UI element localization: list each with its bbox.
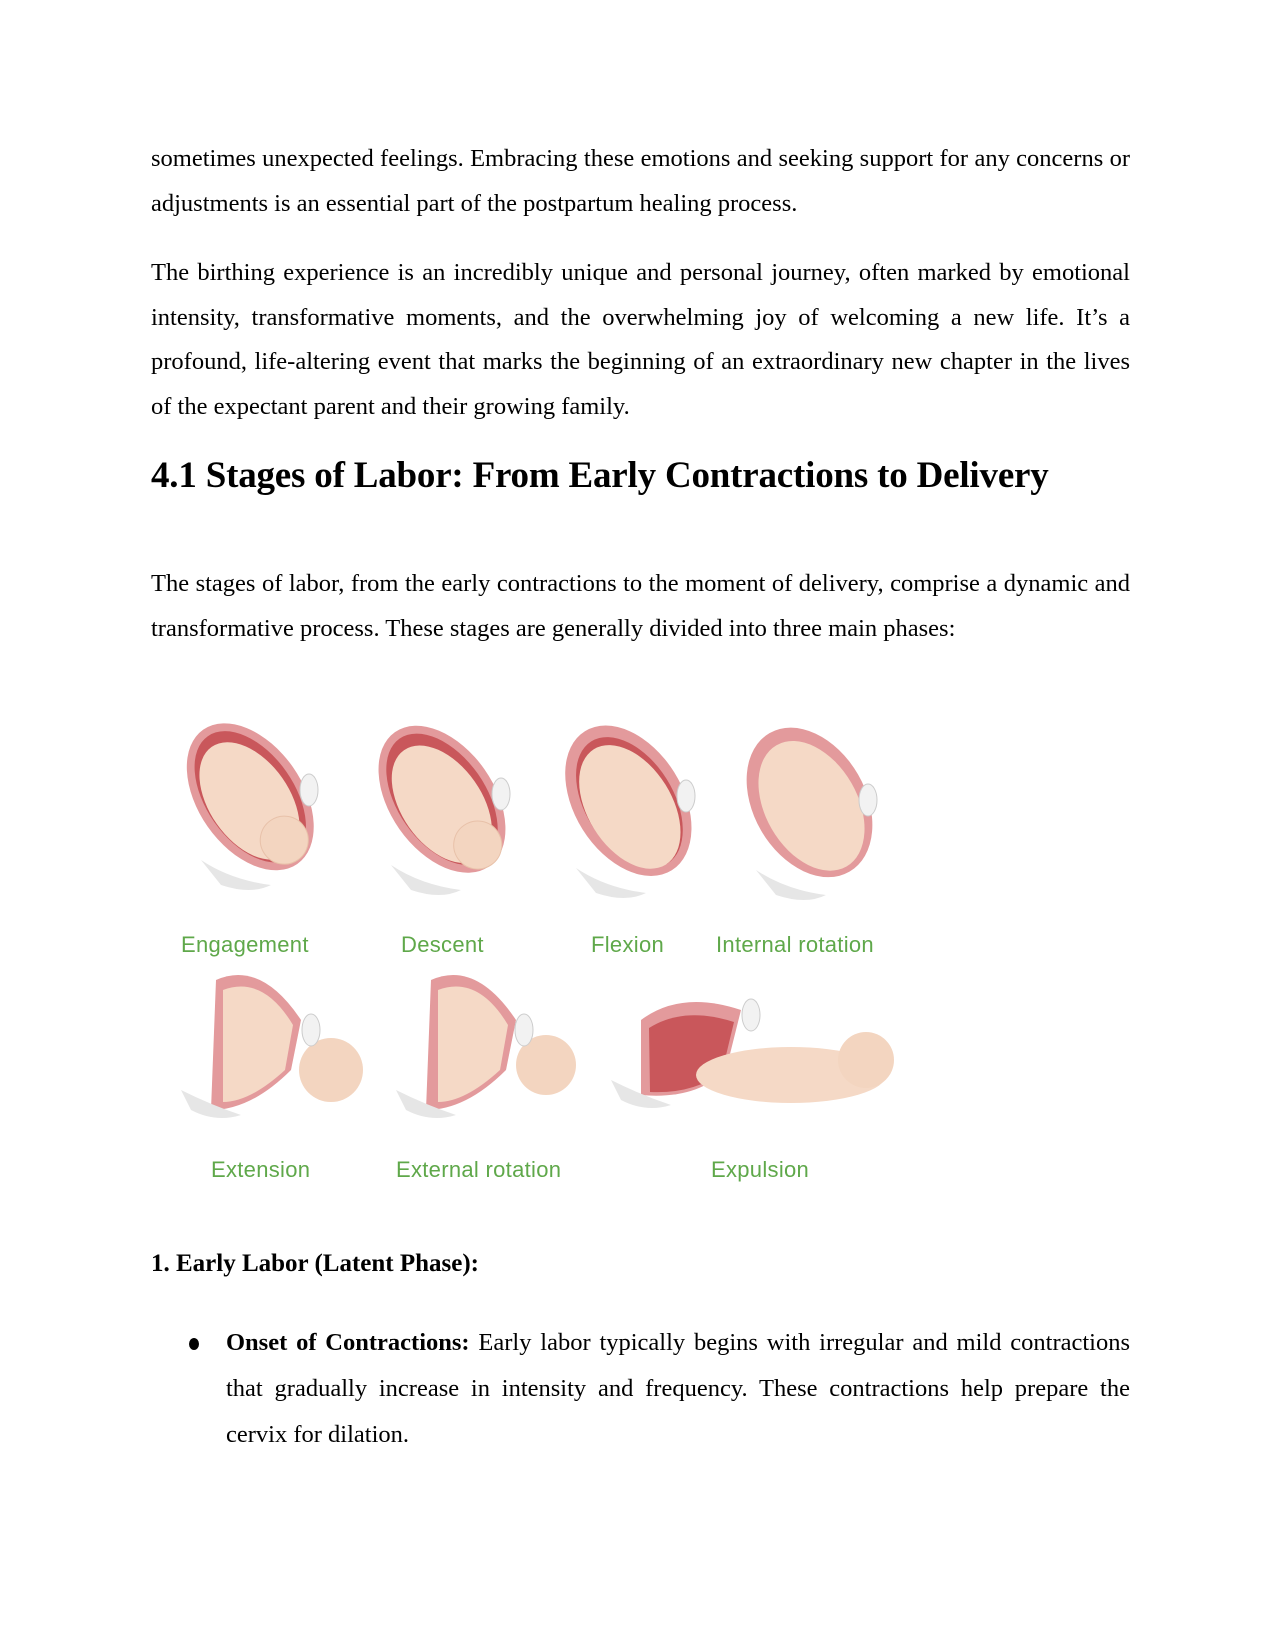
paragraph-birthing-experience: The birthing experience is an incredibly unique and personal journey, often marked by emotional intensity, transformative moments, and the overwhelming joy of welcoming a new life. It’s a profound, life-altering event that marks the beginning of an extraordinary new chapter in the lives of the expectant parent and their growing family. <box>151 259 1130 420</box>
stage-label: Flexion <box>591 932 665 957</box>
stage-label: Descent <box>401 932 484 957</box>
stage-label: Engagement <box>181 932 309 957</box>
uterus-fetus-icon <box>351 710 541 900</box>
bullet-onset-of-contractions <box>151 1320 1130 1458</box>
stage-descent-illustration <box>351 710 541 957</box>
stage-engagement-illustration <box>161 710 351 957</box>
uterus-fetus-icon <box>601 960 901 1130</box>
paragraph-postpartum: sometimes unexpected feelings. Embracing these emotions and seeking support for any concerns or adjustments is an essential part of the postpartum healing process. <box>151 145 1130 217</box>
uterus-fetus-icon <box>716 710 906 900</box>
stage-flexion-illustration <box>536 710 726 957</box>
bullet-term: Onset of Contractions: <box>226 1329 470 1356</box>
stage-label: External rotation <box>396 1157 562 1182</box>
uterus-fetus-icon <box>161 710 351 900</box>
paragraph-stages-intro: The stages of labor, from the early contractions to the moment of delivery, comprise a dynamic and transformative process. These stages are generally divided into three main phases: <box>151 570 1130 642</box>
stage-expulsion-illustration <box>601 960 901 1182</box>
phase-heading-early-labor: 1. Early Labor (Latent Phase): <box>151 1250 479 1277</box>
stage-internal-rotation-illustration <box>716 710 906 957</box>
stage-label: Internal rotation <box>716 932 874 957</box>
uterus-fetus-icon <box>536 710 726 900</box>
bullet-list <box>151 1320 1130 1458</box>
labor-stages-figure <box>151 710 931 1190</box>
stage-label: Extension <box>211 1157 311 1182</box>
uterus-fetus-icon <box>161 960 381 1130</box>
section-heading: 4.1 Stages of Labor: From Early Contractions to Delivery <box>151 455 1049 496</box>
stage-label: Expulsion <box>711 1157 810 1182</box>
uterus-fetus-icon <box>376 960 596 1130</box>
bullet-text: Early labor typically begins with irregular and mild contractions that gradually increase in intensity and frequency. These contractions help prepare the cervix for dilation. <box>226 1329 1131 1448</box>
stage-external-rotation-illustration <box>376 960 596 1182</box>
stage-extension-illustration <box>161 960 381 1182</box>
bullet-icon <box>189 1338 199 1350</box>
